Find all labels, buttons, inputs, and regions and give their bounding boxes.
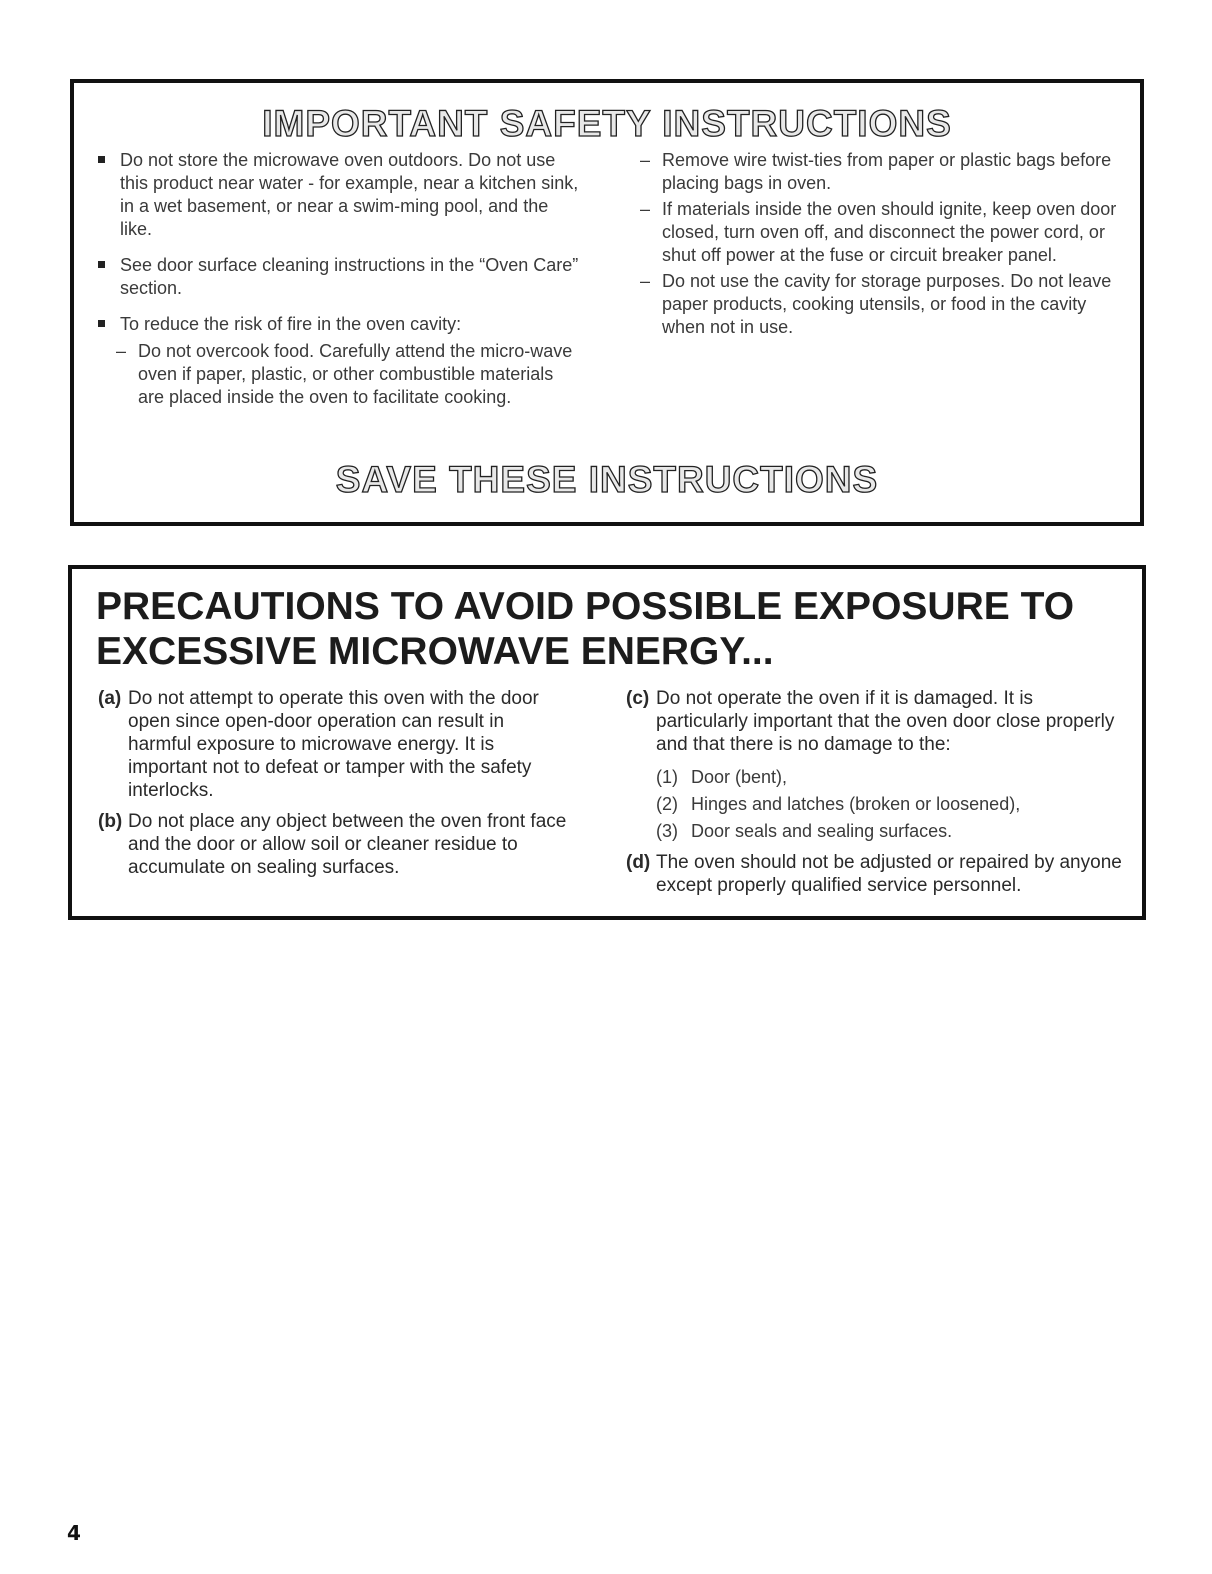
precaution-sub-item: (2) Hinges and latches (broken or loosened), [656, 794, 1021, 814]
safety-title: IMPORTANT SAFETY INSTRUCTIONS [262, 103, 952, 144]
precaution-item: (c) Do not operate the oven if it is damaged. It is particularly important that the oven door close properly and that there is no damage to the: [626, 688, 1115, 755]
safety-item: Do not store the microwave oven outdoors. Do not use this product near water - for example, near a kitchen sink, in a wet basement, or near a swim-ming pool, and the like. [110, 149, 580, 241]
square-bullet-icon [98, 261, 105, 268]
precautions-right-column [626, 687, 1126, 905]
safety-item: To reduce the risk of fire in the oven cavity: [110, 313, 580, 336]
precaution-item: (a) Do not attempt to operate this oven with the door open since open-door operation can result in harmful exposure to microwave energy. It is important not to defeat or tamper with the safety interlocks. [98, 688, 539, 801]
precaution-sub-item: (1) Door (bent), [656, 767, 788, 787]
dash-bullet: – [640, 199, 651, 219]
dash-bullet: – [640, 271, 651, 291]
safety-dash-item: – If materials inside the oven should ignite, keep oven door closed, turn oven off, and disconnect the power cord, or shut off power at the fuse or circuit breaker panel. [640, 199, 1117, 265]
precautions-left-column [98, 687, 568, 887]
save-instructions-title: SAVE THESE INSTRUCTIONS [335, 459, 879, 500]
dash-bullet: – [640, 150, 651, 170]
safety-item: See door surface cleaning instructions in the “Oven Care” section. [110, 254, 580, 300]
safety-dash-item: – Do not overcook food. Carefully attend the micro-wave oven if paper, plastic, or other combustible materials are placed inside the oven to facilitate cooking. [116, 341, 573, 407]
page-number: 4 [67, 1521, 81, 1545]
safety-left-column [110, 149, 580, 412]
precaution-item: (b) Do not place any object between the oven front face and the door or allow soil or cleaner residue to accumulate on sealing surfaces. [98, 811, 567, 878]
square-bullet-icon [98, 156, 105, 163]
precautions-title: PRECAUTIONS TO AVOID POSSIBLE EXPOSURE TO EXCESSIVE MICROWAVE ENERGY... [96, 585, 1075, 673]
precaution-sub-item: (3) Door seals and sealing surfaces. [656, 821, 953, 841]
precautions-box [68, 565, 1146, 920]
safety-right-column [640, 149, 1130, 342]
dash-bullet: – [116, 341, 127, 361]
precaution-item: (d) The oven should not be adjusted or repaired by anyone except properly qualified service personnel. [626, 852, 1122, 896]
safety-instructions-box [70, 79, 1144, 526]
safety-dash-item: – Do not use the cavity for storage purposes. Do not leave paper products, cooking utensils, or food in the cavity when not in use. [640, 271, 1112, 337]
safety-dash-item: – Remove wire twist-ties from paper or plastic bags before placing bags in oven. [640, 150, 1112, 193]
square-bullet-icon [98, 320, 105, 327]
